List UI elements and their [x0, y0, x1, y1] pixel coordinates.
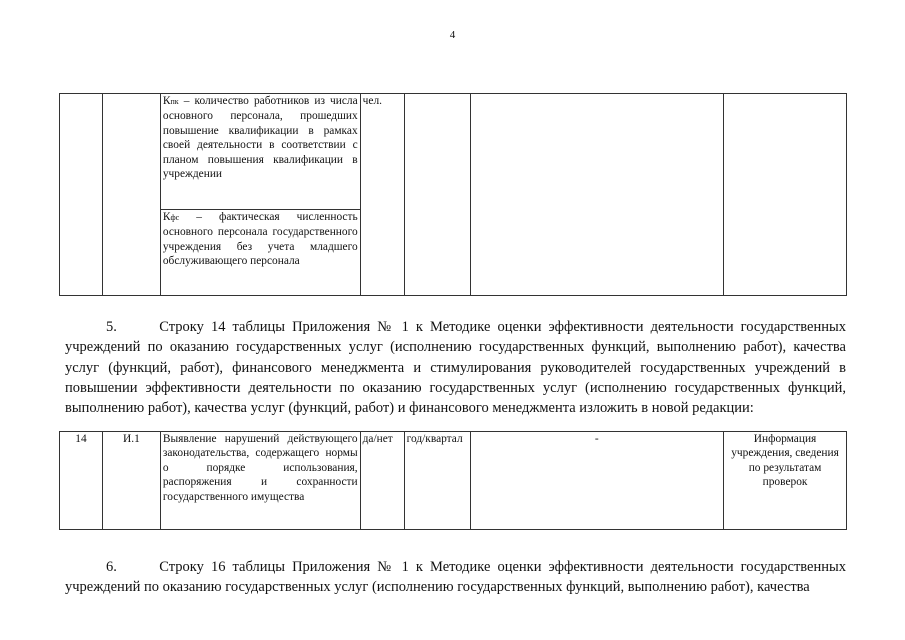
num-cell	[60, 94, 103, 296]
row-indicator: Выявление нарушений действующего законодательства, содержащего нормы о порядке использования, распоряжения и сохранности государственного имущества	[160, 432, 360, 530]
indicator-table-continuation	[59, 93, 847, 296]
unit-cell: чел.	[360, 94, 404, 296]
row-unit: да/нет	[360, 432, 404, 530]
kfs-definition: Кфс – фактическая численность основного персонала государственного учреждения без учета младшего обслуживающего персонала	[160, 210, 360, 296]
kpk-definition: Кпк – количество работников из числа основного персонала, прошедших повышение квалификации в рамках своей деятельности в соответствии с планом повышения квалификации в учреждении	[160, 94, 360, 210]
period-cell	[404, 94, 470, 296]
formula-cell	[470, 94, 724, 296]
indicator-table-row-14	[59, 431, 847, 530]
row-code: И.1	[102, 432, 160, 530]
source-cell	[724, 94, 847, 296]
page-number: 4	[449, 29, 456, 41]
row-period: год/квартал	[404, 432, 470, 530]
row-formula: -	[470, 432, 724, 530]
code-cell	[102, 94, 160, 296]
row-number: 14	[60, 432, 103, 530]
row-source: Информация учреждения, сведения по результатам проверок	[724, 432, 847, 530]
paragraph-5: 5. Строку 14 таблицы Приложения № 1 к Методике оценки эффективности деятельности государственных учреждений по оказанию государственных услуг (исполнению государственных функций, выполнению работ), качества услуг (функций, работ), финансового менеджмента и стимулирования руководителей государственных учреждений в повышении эффективности деятельности по оказанию государственных услуг (исполнению государственных функций, выполнению работ), качества услуг (функций, работ) и финансового менеджмента изложить в новой редакции:	[65, 319, 846, 417]
paragraph-6: 6. Строку 16 таблицы Приложения № 1 к Методике оценки эффективности деятельности государственных учреждений по оказанию государственных услуг (исполнению государственных функций, выполнению работ), качества	[65, 559, 846, 596]
